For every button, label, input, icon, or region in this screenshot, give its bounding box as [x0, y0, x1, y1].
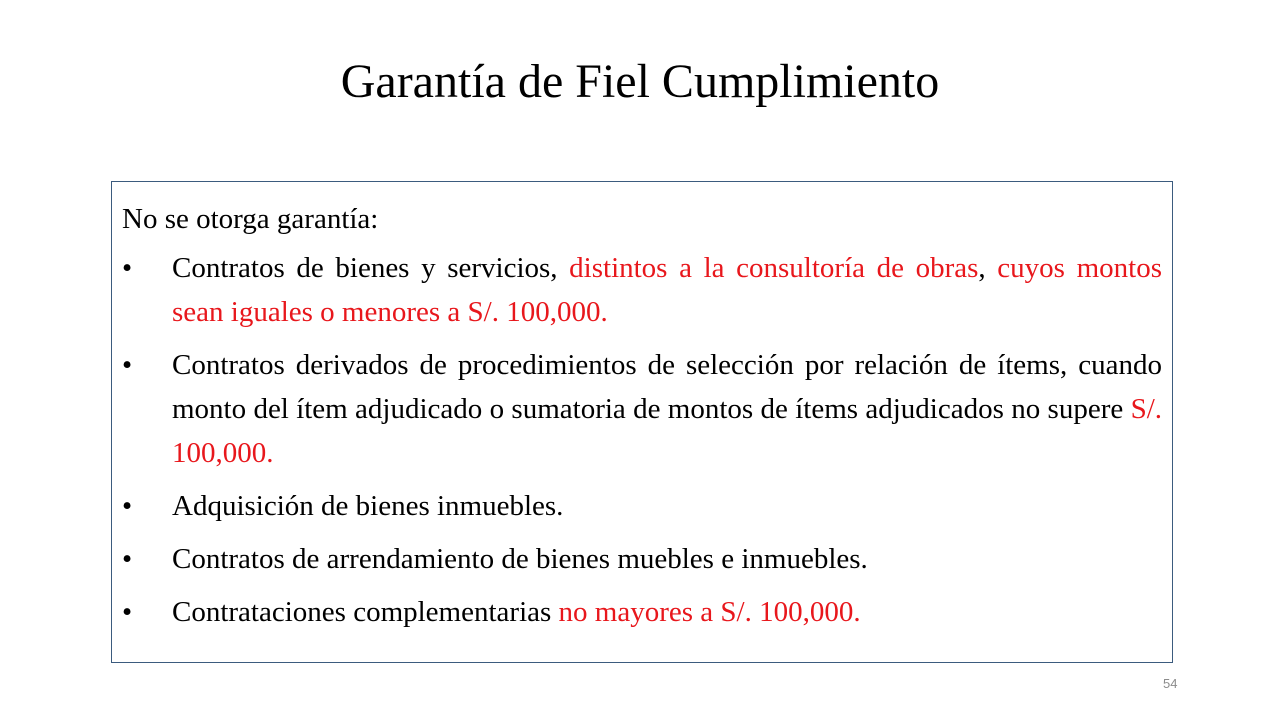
bullet-item	[122, 590, 1162, 634]
bullet-text: Contratos de bienes y servicios,	[172, 252, 570, 284]
bullet-text: ,	[978, 252, 998, 284]
page-number: 54	[1163, 676, 1178, 691]
bullet-icon: •	[122, 596, 133, 628]
bullet-item	[122, 484, 1162, 528]
bullet-item	[122, 537, 1162, 581]
slide-title: Garantía de Fiel Cumplimiento	[340, 55, 940, 108]
bullet-icon: •	[122, 543, 133, 575]
intro-text: No se otorga garantía:	[122, 203, 379, 235]
bullet-text: Adquisición de bienes inmuebles.	[172, 490, 564, 522]
bullet-item	[122, 246, 1162, 334]
bullet-text: Contratos de arrendamiento de bienes muebles e inmuebles.	[172, 543, 868, 575]
bullet-highlight: no mayores a S/. 100,000.	[558, 596, 861, 628]
bullet-text: Contrataciones complementarias	[172, 596, 559, 628]
content-box	[111, 181, 1173, 663]
bullet-item	[122, 343, 1162, 475]
bullet-text: Contratos derivados de procedimientos de selección por relación de ítems, cuando monto del ítem adjudicado o sumatoria de montos de ítems adjudicados no supere	[172, 349, 1162, 425]
bullet-icon: •	[122, 349, 133, 381]
bullet-highlight: distintos a la consultoría de obras	[569, 252, 979, 284]
bullet-list	[122, 246, 1162, 634]
bullet-highlight: S/. 100,000.	[172, 393, 1162, 469]
bullet-highlight: cuyos montos sean iguales o menores a S/. 100,000.	[172, 252, 1162, 328]
bullet-icon: •	[122, 252, 133, 284]
bullet-icon: •	[122, 490, 133, 522]
